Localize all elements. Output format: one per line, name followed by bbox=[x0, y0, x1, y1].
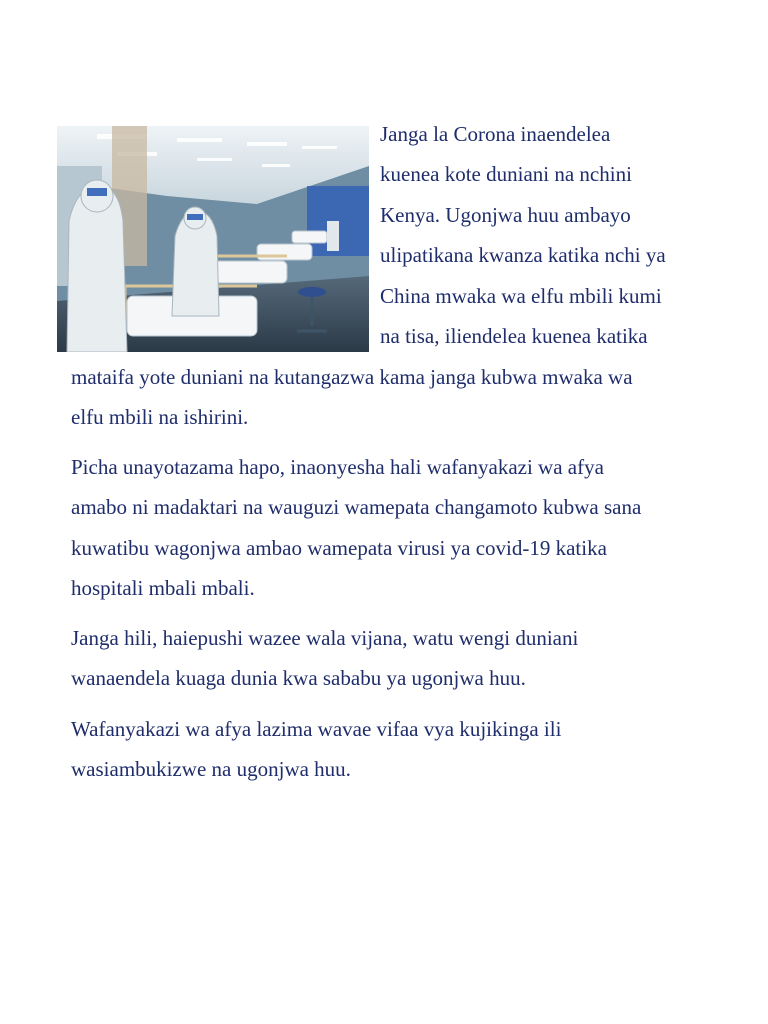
text-line: na tisa, iliendelea kuenea katika bbox=[380, 324, 648, 348]
text-line: hospitali mbali mbali. bbox=[71, 576, 255, 600]
text-line: wanaendela kuaga dunia kwa sababu ya ugonjwa huu. bbox=[71, 666, 526, 690]
text-line: Janga la Corona inaendelea bbox=[380, 122, 611, 146]
text-line: Kenya. Ugonjwa huu ambayo bbox=[380, 203, 631, 227]
text-line: elfu mbili na ishirini. bbox=[71, 405, 249, 429]
text-line: China mwaka wa elfu mbili kumi bbox=[380, 284, 662, 308]
hospital-ward-photo bbox=[57, 126, 369, 352]
text-line: Picha unayotazama hapo, inaonyesha hali wafanyakazi wa afya bbox=[71, 455, 604, 479]
text-line: kuwatibu wagonjwa ambao wamepata virusi ya covid-19 katika bbox=[71, 536, 607, 560]
text-line: Wafanyakazi wa afya lazima wavae vifaa vya kujikinga ili bbox=[71, 717, 562, 741]
text-line: amabo ni madaktari na wauguzi wamepata changamoto kubwa sana bbox=[71, 495, 642, 519]
text-line: ulipatikana kwanza katika nchi ya bbox=[380, 243, 666, 267]
text-line: Janga hili, haiepushi wazee wala vijana, watu wengi duniani bbox=[71, 626, 579, 650]
text-line: kuenea kote duniani na nchini bbox=[380, 162, 632, 186]
text-line: wasiambukizwe na ugonjwa huu. bbox=[71, 757, 351, 781]
text-line: mataifa yote duniani na kutangazwa kama janga kubwa mwaka wa bbox=[71, 365, 633, 389]
